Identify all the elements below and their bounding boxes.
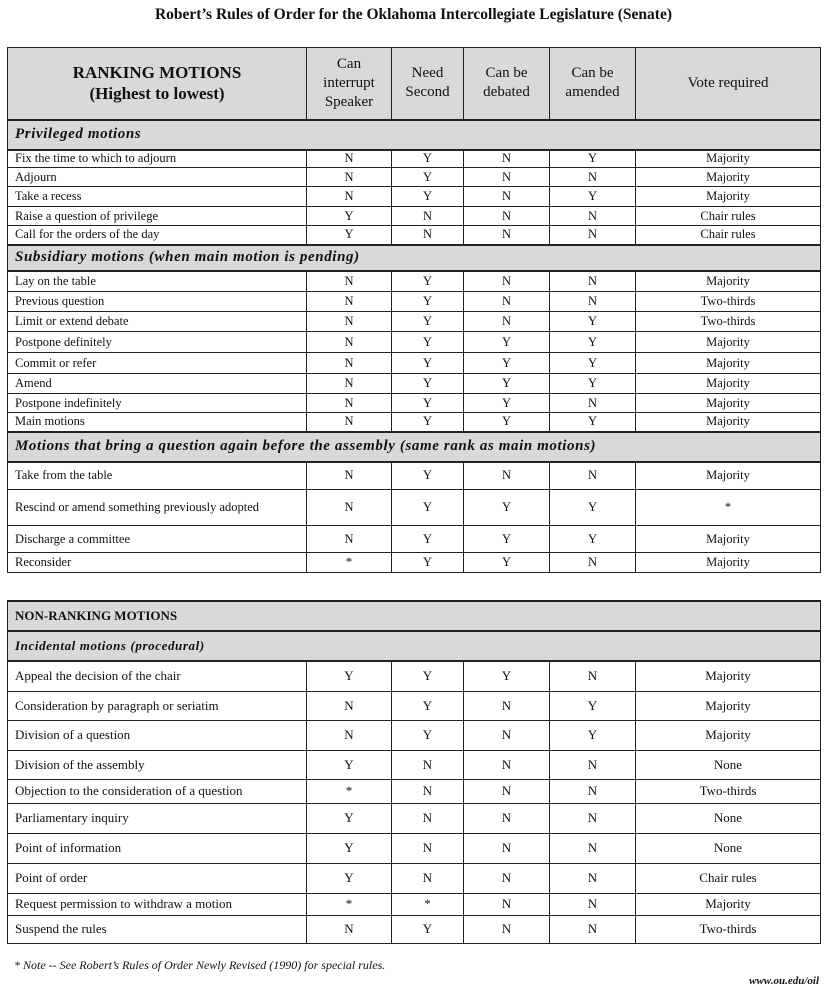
motion-name: Appeal the decision of the chair bbox=[8, 661, 307, 691]
table-cell: Majority bbox=[636, 893, 821, 915]
table-cell: Y bbox=[464, 526, 550, 553]
motion-name: Call for the orders of the day bbox=[8, 226, 307, 245]
table-end-rule bbox=[8, 573, 821, 579]
table-cell: Y bbox=[392, 150, 464, 168]
motion-name: Commit or refer bbox=[8, 353, 307, 374]
can-be-debated-header bbox=[464, 48, 550, 120]
table-cell: Y bbox=[550, 526, 636, 553]
table-cell: None bbox=[636, 803, 821, 833]
table-cell: Y bbox=[550, 691, 636, 720]
table-cell: Majority bbox=[636, 374, 821, 394]
table-row bbox=[8, 187, 821, 207]
table-cell: Y bbox=[464, 374, 550, 394]
table-cell: Y bbox=[307, 863, 392, 893]
table-cell: Y bbox=[392, 720, 464, 750]
table-cell: N bbox=[307, 490, 392, 526]
table-row bbox=[8, 691, 821, 720]
table-cell: N bbox=[550, 750, 636, 779]
vote-required-header: Vote required bbox=[636, 48, 821, 120]
table-cell: N bbox=[307, 168, 392, 187]
motion-name: Limit or extend debate bbox=[8, 312, 307, 332]
table-cell: Y bbox=[392, 394, 464, 413]
table-cell: Majority bbox=[636, 187, 821, 207]
interrupt-header-line2: interrupt bbox=[323, 74, 375, 91]
motion-name: Consideration by paragraph or seriatim bbox=[8, 691, 307, 720]
table-cell: N bbox=[464, 833, 550, 863]
table-row bbox=[8, 720, 821, 750]
source-url: www.ou.edu/oil bbox=[749, 975, 819, 987]
table-row bbox=[8, 803, 821, 833]
second-header-line1: Need bbox=[411, 65, 444, 82]
section-row bbox=[8, 120, 821, 150]
table-cell: Y bbox=[392, 312, 464, 332]
table-cell: Y bbox=[550, 187, 636, 207]
table-cell: N bbox=[307, 292, 392, 312]
table-cell: Majority bbox=[636, 526, 821, 553]
table-cell: Y bbox=[550, 312, 636, 332]
table-cell: N bbox=[464, 803, 550, 833]
debated-header-line1: Can be bbox=[485, 65, 528, 82]
rule-cell bbox=[636, 573, 821, 579]
table-cell: Y bbox=[307, 226, 392, 245]
table-cell: N bbox=[550, 394, 636, 413]
rule-cell bbox=[307, 573, 392, 579]
table-row bbox=[8, 207, 821, 226]
table-cell: N bbox=[550, 833, 636, 863]
footnote: * Note -- See Robert’s Rules of Order Newly Revised (1990) for special rules. bbox=[14, 958, 386, 972]
table-row bbox=[8, 893, 821, 915]
motion-name: Take a recess bbox=[8, 187, 307, 207]
rule-cell bbox=[550, 573, 636, 579]
table-cell: Majority bbox=[636, 150, 821, 168]
table-cell: Y bbox=[550, 413, 636, 432]
table-cell: Y bbox=[550, 353, 636, 374]
table-cell: Majority bbox=[636, 413, 821, 432]
table-row bbox=[8, 332, 821, 353]
interrupt-header-line1: Can bbox=[336, 55, 362, 72]
rule-cell bbox=[8, 573, 307, 579]
table-cell: N bbox=[307, 332, 392, 353]
can-be-amended-header bbox=[550, 48, 636, 120]
table-cell: N bbox=[464, 226, 550, 245]
table-cell: Chair rules bbox=[636, 226, 821, 245]
table-cell: * bbox=[636, 490, 821, 526]
table-cell: N bbox=[392, 226, 464, 245]
amended-header-line2: amended bbox=[565, 84, 620, 101]
interrupt-speaker-header bbox=[307, 48, 392, 120]
table-cell: N bbox=[550, 553, 636, 573]
table-cell: Y bbox=[307, 207, 392, 226]
table-cell: Majority bbox=[636, 462, 821, 490]
table-row bbox=[8, 226, 821, 245]
table-cell: N bbox=[307, 271, 392, 292]
table-cell: Y bbox=[464, 490, 550, 526]
table-cell: Y bbox=[550, 720, 636, 750]
table-row bbox=[8, 553, 821, 573]
table-cell: N bbox=[550, 803, 636, 833]
table-cell: Y bbox=[307, 661, 392, 691]
incidental-section-row bbox=[8, 631, 821, 661]
table-row bbox=[8, 863, 821, 893]
table-cell: N bbox=[307, 312, 392, 332]
motion-name: Discharge a committee bbox=[8, 526, 307, 553]
table-row bbox=[8, 292, 821, 312]
motion-name: Adjourn bbox=[8, 168, 307, 187]
table-cell: N bbox=[464, 292, 550, 312]
section-title: Motions that bring a question again before the assembly (same rank as main motions) bbox=[8, 432, 821, 462]
table-row bbox=[8, 168, 821, 187]
table-cell: Y bbox=[464, 661, 550, 691]
table-cell: Y bbox=[392, 271, 464, 292]
table-cell: N bbox=[464, 691, 550, 720]
table-cell: N bbox=[464, 750, 550, 779]
table-cell: Majority bbox=[636, 353, 821, 374]
motion-name: Postpone indefinitely bbox=[8, 394, 307, 413]
table-cell: Y bbox=[392, 187, 464, 207]
table-row bbox=[8, 374, 821, 394]
table-cell: N bbox=[307, 353, 392, 374]
table-cell: N bbox=[392, 833, 464, 863]
table-cell: Y bbox=[464, 394, 550, 413]
table-cell: N bbox=[550, 915, 636, 943]
table-cell: Y bbox=[464, 332, 550, 353]
motion-name: Previous question bbox=[8, 292, 307, 312]
table-row bbox=[8, 915, 821, 943]
table-row bbox=[8, 353, 821, 374]
table-cell: N bbox=[550, 863, 636, 893]
table-cell: Chair rules bbox=[636, 863, 821, 893]
table-cell: N bbox=[464, 312, 550, 332]
motion-name: Amend bbox=[8, 374, 307, 394]
table-row bbox=[8, 312, 821, 332]
need-second-header bbox=[392, 48, 464, 120]
table-row bbox=[8, 490, 821, 526]
table-cell: Y bbox=[464, 353, 550, 374]
table-cell: N bbox=[392, 207, 464, 226]
table-cell: N bbox=[464, 207, 550, 226]
motion-name: Parliamentary inquiry bbox=[8, 803, 307, 833]
table-cell: Majority bbox=[636, 168, 821, 187]
section-row bbox=[8, 245, 821, 271]
table-cell: N bbox=[550, 207, 636, 226]
table-cell: None bbox=[636, 833, 821, 863]
table-cell: Majority bbox=[636, 691, 821, 720]
table-cell: Majority bbox=[636, 720, 821, 750]
table-cell: N bbox=[464, 893, 550, 915]
table-cell: N bbox=[464, 271, 550, 292]
table-cell: N bbox=[550, 168, 636, 187]
table-row bbox=[8, 833, 821, 863]
rule-cell bbox=[464, 573, 550, 579]
table-cell: Chair rules bbox=[636, 207, 821, 226]
ranking-header-line1: RANKING MOTIONS bbox=[72, 63, 242, 83]
debated-header-line2: debated bbox=[483, 84, 530, 101]
amended-header-line1: Can be bbox=[571, 65, 614, 82]
table-cell: N bbox=[464, 462, 550, 490]
motion-name: Take from the table bbox=[8, 462, 307, 490]
table-cell: Y bbox=[392, 353, 464, 374]
table-cell: N bbox=[550, 292, 636, 312]
table-row bbox=[8, 750, 821, 779]
rule-cell bbox=[392, 573, 464, 579]
table-cell: Y bbox=[392, 462, 464, 490]
table-cell: Two-thirds bbox=[636, 292, 821, 312]
table-cell: N bbox=[307, 374, 392, 394]
non-ranking-motions-table bbox=[7, 600, 821, 944]
motion-name: Division of the assembly bbox=[8, 750, 307, 779]
non-ranking-title: NON-RANKING MOTIONS bbox=[8, 601, 821, 631]
table-cell: Y bbox=[464, 553, 550, 573]
motion-name: Request permission to withdraw a motion bbox=[8, 893, 307, 915]
motion-name: Point of information bbox=[8, 833, 307, 863]
table-header-row bbox=[8, 48, 821, 120]
ranking-motions-header bbox=[8, 48, 307, 120]
table-cell: Y bbox=[392, 691, 464, 720]
table-cell: * bbox=[307, 553, 392, 573]
table-cell: Y bbox=[307, 803, 392, 833]
table-cell: N bbox=[392, 803, 464, 833]
table-cell: N bbox=[307, 187, 392, 207]
table-cell: Y bbox=[464, 413, 550, 432]
table-cell: Y bbox=[550, 490, 636, 526]
table-row bbox=[8, 271, 821, 292]
table-cell: N bbox=[307, 526, 392, 553]
table-cell: N bbox=[464, 150, 550, 168]
table-row bbox=[8, 462, 821, 490]
motion-name: Reconsider bbox=[8, 553, 307, 573]
table-cell: Y bbox=[392, 526, 464, 553]
incidental-section-title: Incidental motions (procedural) bbox=[8, 631, 821, 661]
motion-name: Rescind or amend something previously adopted bbox=[8, 490, 307, 526]
interrupt-header-line3: Speaker bbox=[324, 93, 374, 110]
motion-name: Raise a question of privilege bbox=[8, 207, 307, 226]
table-cell: Y bbox=[307, 750, 392, 779]
section-title: Privileged motions bbox=[8, 120, 821, 150]
motion-name: Suspend the rules bbox=[8, 915, 307, 943]
table-cell: * bbox=[392, 893, 464, 915]
table-cell: Y bbox=[392, 332, 464, 353]
second-header-line2: Second bbox=[405, 84, 450, 101]
ranking-motions-table bbox=[7, 47, 821, 579]
table-cell: Y bbox=[550, 374, 636, 394]
table-cell: Majority bbox=[636, 553, 821, 573]
table-cell: N bbox=[550, 226, 636, 245]
table-cell: N bbox=[307, 462, 392, 490]
table-cell: Two-thirds bbox=[636, 312, 821, 332]
table-cell: Majority bbox=[636, 271, 821, 292]
table-cell: N bbox=[550, 271, 636, 292]
table-cell: Majority bbox=[636, 332, 821, 353]
table-cell: N bbox=[550, 779, 636, 803]
table-row bbox=[8, 413, 821, 432]
table-cell: N bbox=[464, 168, 550, 187]
table-cell: * bbox=[307, 893, 392, 915]
table-cell: N bbox=[464, 187, 550, 207]
table-cell: N bbox=[392, 863, 464, 893]
table-cell: Y bbox=[392, 374, 464, 394]
table-cell: N bbox=[392, 779, 464, 803]
table-cell: Y bbox=[392, 292, 464, 312]
table-row bbox=[8, 526, 821, 553]
table-cell: N bbox=[307, 915, 392, 943]
table-cell: Y bbox=[392, 413, 464, 432]
table-cell: Two-thirds bbox=[636, 779, 821, 803]
table-cell: Y bbox=[550, 150, 636, 168]
table-cell: N bbox=[307, 413, 392, 432]
table-cell: Majority bbox=[636, 394, 821, 413]
table-row bbox=[8, 394, 821, 413]
motion-name: Division of a question bbox=[8, 720, 307, 750]
motion-name: Lay on the table bbox=[8, 271, 307, 292]
table-cell: N bbox=[464, 863, 550, 893]
table-cell: Y bbox=[392, 490, 464, 526]
table-cell: N bbox=[307, 150, 392, 168]
table-cell: N bbox=[464, 720, 550, 750]
table-cell: N bbox=[307, 720, 392, 750]
section-title: Subsidiary motions (when main motion is pending) bbox=[8, 245, 821, 271]
table-cell: Two-thirds bbox=[636, 915, 821, 943]
motion-name: Fix the time to which to adjourn bbox=[8, 150, 307, 168]
motion-name: Point of order bbox=[8, 863, 307, 893]
table-cell: Y bbox=[392, 661, 464, 691]
table-cell: None bbox=[636, 750, 821, 779]
section-row bbox=[8, 432, 821, 462]
table-row bbox=[8, 661, 821, 691]
table-cell: N bbox=[550, 462, 636, 490]
non-ranking-section-row bbox=[8, 601, 821, 631]
table-cell: * bbox=[307, 779, 392, 803]
document-title: Robert’s Rules of Order for the Oklahoma Intercollegiate Legislature (Senate) bbox=[154, 6, 673, 23]
table-cell: Y bbox=[550, 332, 636, 353]
motion-name: Main motions bbox=[8, 413, 307, 432]
table-cell: N bbox=[307, 394, 392, 413]
table-row bbox=[8, 150, 821, 168]
table-cell: N bbox=[307, 691, 392, 720]
table-cell: N bbox=[464, 779, 550, 803]
ranking-header-line2: (Highest to lowest) bbox=[89, 84, 225, 104]
table-cell: N bbox=[392, 750, 464, 779]
table-cell: N bbox=[464, 915, 550, 943]
table-cell: Y bbox=[392, 168, 464, 187]
table-cell: Y bbox=[392, 553, 464, 573]
table-cell: Y bbox=[392, 915, 464, 943]
table-cell: Y bbox=[307, 833, 392, 863]
motion-name: Postpone definitely bbox=[8, 332, 307, 353]
table-cell: N bbox=[550, 661, 636, 691]
table-row bbox=[8, 779, 821, 803]
motion-name: Objection to the consideration of a question bbox=[8, 779, 307, 803]
table-cell: N bbox=[550, 893, 636, 915]
table-cell: Majority bbox=[636, 661, 821, 691]
